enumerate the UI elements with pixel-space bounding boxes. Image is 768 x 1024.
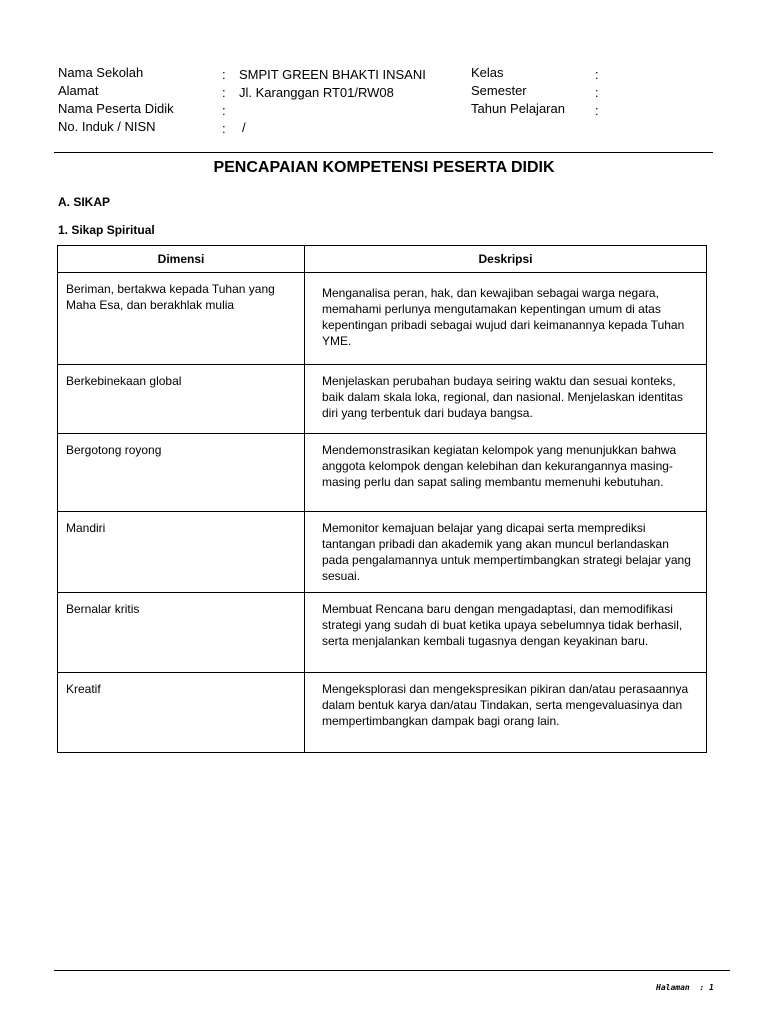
header-value-no-induk-nisn: / <box>242 120 246 135</box>
header-label-alamat: Alamat <box>58 83 99 98</box>
header-label-nama-sekolah: Nama Sekolah <box>58 65 144 80</box>
table-row <box>58 673 707 753</box>
header-separator: : <box>595 67 599 82</box>
table-row <box>58 365 707 434</box>
deskripsi-cell: Menjelaskan perubahan budaya seiring waktu dan sesuai konteks, baik dalam skala loka, regional, dan nasional. Menjelaskan identitas diri yang terbentuk dari budaya bangsa. <box>305 365 707 434</box>
dimensi-cell: Bernalar kritis <box>58 593 305 673</box>
footer-divider <box>54 970 730 971</box>
deskripsi-cell: Mengeksplorasi dan mengekspresikan pikiran dan/atau perasaannya dalam bentuk karya dan/atau Tindakan, serta mengevaluasinya dan mempertimbangkan dampak bagi orang lain. <box>305 673 707 753</box>
page-number-value: 1 <box>708 983 714 992</box>
header-label-no-induk-nisn: No. Induk / NISN <box>58 119 156 134</box>
subsection-heading: 1. Sikap Spiritual <box>58 223 155 237</box>
header-value-nama-sekolah: SMPIT GREEN BHAKTI INSANI <box>239 67 426 82</box>
table-row <box>58 593 707 673</box>
section-heading: A. SIKAP <box>58 195 111 209</box>
header-label-tahun-pelajaran: Tahun Pelajaran <box>471 101 565 116</box>
column-header-deskripsi: Deskripsi <box>305 246 707 273</box>
header-separator: : <box>222 103 226 118</box>
dimensi-cell: Berkebinekaan global <box>58 365 305 434</box>
table-header-row <box>58 246 707 273</box>
header-label-nama-peserta-didik: Nama Peserta Didik <box>58 101 174 116</box>
header-divider <box>54 152 713 153</box>
header-separator: : <box>222 85 226 100</box>
table-row <box>58 512 707 593</box>
table-row <box>58 273 707 365</box>
page-number-label: Halaman <box>656 983 690 992</box>
dimensi-cell: Beriman, bertakwa kepada Tuhan yang Maha Esa, dan berakhlak mulia <box>58 273 305 365</box>
header-separator: : <box>222 121 226 136</box>
deskripsi-cell: Memonitor kemajuan belajar yang dicapai serta memprediksi tantangan pribadi dan akademik yang akan muncul berlandaskan pada pengalamannya untuk mempertimbangkan strategi belajar yang sesuai. <box>305 512 707 593</box>
page-number: Halaman : 1 <box>656 983 714 992</box>
deskripsi-cell: Menganalisa peran, hak, dan kewajiban sebagai warga negara, memahami perlunya mengutamakan kepentingan umum di atas kepentingan pribadi sebagai wujud dari keimanannya kepada Tuhan YME. <box>305 273 707 365</box>
header-value-alamat: Jl. Karanggan RT01/RW08 <box>239 85 394 100</box>
deskripsi-cell: Mendemonstrasikan kegiatan kelompok yang menunjukkan bahwa anggota kelompok dengan kelebihan dan kekurangannya masing-masing perlu dan sapat saling membantu memenuhi kebutuhan. <box>305 434 707 512</box>
header-label-semester: Semester <box>471 83 527 98</box>
header-separator: : <box>595 103 599 118</box>
page-title: PENCAPAIAN KOMPETENSI PESERTA DIDIK <box>213 159 555 176</box>
header-separator: : <box>222 67 226 82</box>
dimensi-cell: Mandiri <box>58 512 305 593</box>
table-row <box>58 434 707 512</box>
dimensi-cell: Bergotong royong <box>58 434 305 512</box>
dimensi-cell: Kreatif <box>58 673 305 753</box>
competency-table <box>57 245 707 753</box>
deskripsi-cell: Membuat Rencana baru dengan mengadaptasi, dan memodifikasi strategi yang sudah di buat ketika upaya sebelumnya tidak berhasil, serta menjalankan kembali tugasnya dengan keyakinan baru. <box>305 593 707 673</box>
header-label-kelas: Kelas <box>471 65 504 80</box>
column-header-dimensi: Dimensi <box>58 246 305 273</box>
header-separator: : <box>595 85 599 100</box>
